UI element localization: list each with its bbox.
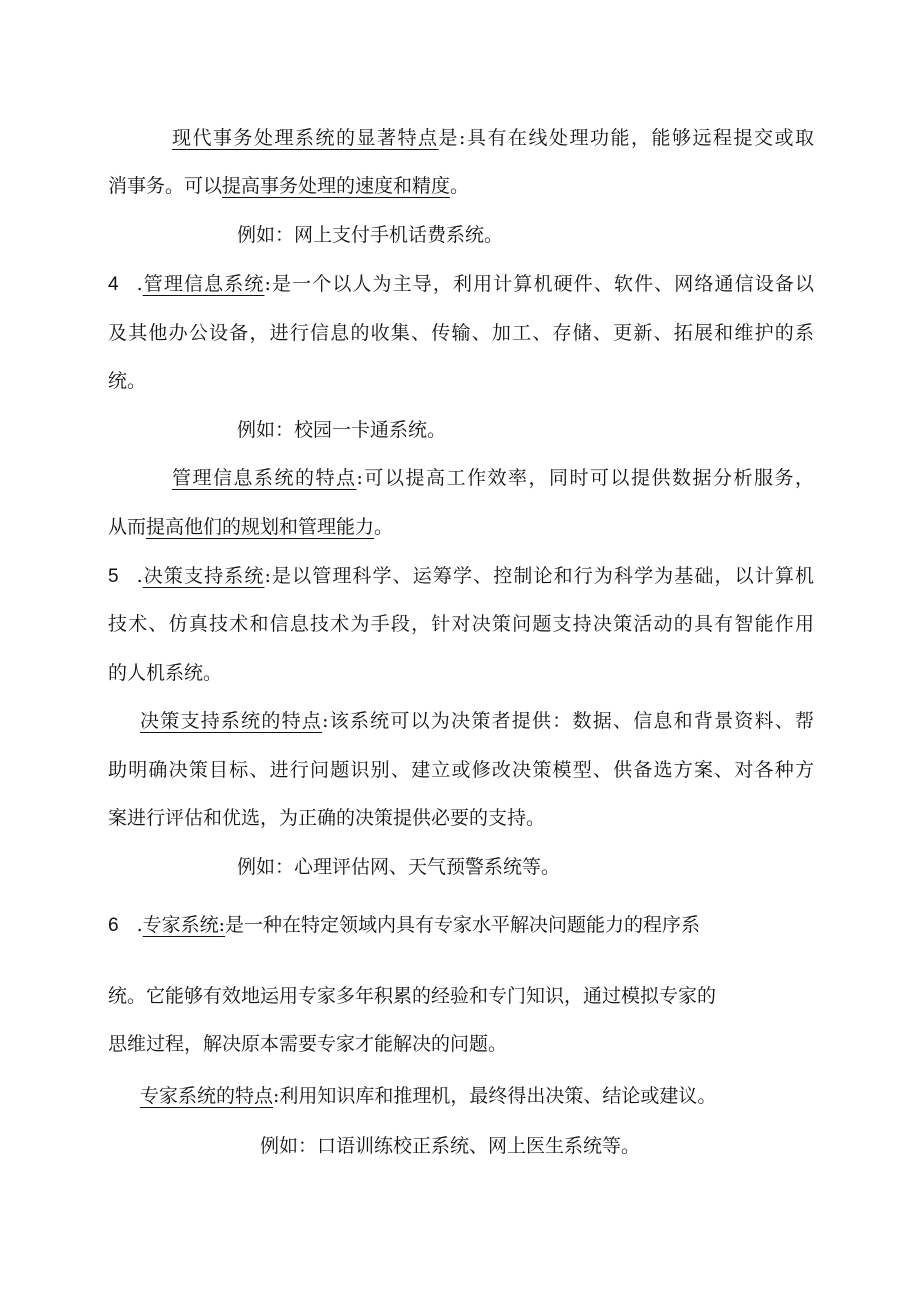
- list-dot: .: [136, 565, 143, 587]
- title-colon: :: [218, 914, 226, 936]
- paragraph-line: 统。: [108, 370, 147, 392]
- underlined-term: 专家系统的特点: [140, 1085, 274, 1107]
- paragraph-line: [172, 464, 814, 492]
- underlined-term: 决策支持系统的特点: [140, 710, 323, 732]
- list-number: 5: [108, 566, 119, 587]
- example-line: 例如：校园一卡通系统。: [237, 419, 447, 441]
- example-line: 例如：口语训练校正系统、网上医生系统等。: [260, 1135, 641, 1157]
- list-dot: .: [136, 273, 143, 295]
- paragraph-line: [140, 707, 814, 735]
- paragraph-line: 统。它能够有效地运用专家多年积累的经验和专门知识，通过模拟专家的: [108, 985, 717, 1007]
- text-span: 消事务。可以: [108, 175, 223, 197]
- paragraph-line: 的人机系统。: [108, 662, 223, 684]
- paragraph-line: [172, 124, 814, 152]
- text-span: 从而: [108, 516, 147, 538]
- underlined-term: 提高事务处理的速度和精度: [222, 175, 451, 197]
- list-dot: .: [136, 914, 143, 936]
- list-number: 4: [108, 274, 119, 295]
- paragraph-line: [140, 1082, 814, 1110]
- paragraph-line: 思维过程，解决原本需要专家才能解决的问题。: [108, 1033, 508, 1055]
- section-title: 决策支持系统: [142, 565, 265, 587]
- paragraph-line: 技术、仿真技术和信息技术为手段，针对决策问题支持决策活动的具有智能作用: [108, 613, 814, 635]
- section-title: 管理信息系统: [142, 273, 265, 295]
- text-span: :是以管理科学、运筹学、控制论和行为科学为基础，以计算机: [264, 565, 814, 587]
- paragraph-line: 案进行评估和优选，为正确的决策提供必要的支持。: [108, 807, 546, 829]
- underlined-term: 提高他们的规划和管理能力: [146, 516, 375, 538]
- underlined-term: 现代事务处理系统的显著特点: [172, 127, 439, 149]
- text-span: 。: [450, 175, 470, 197]
- paragraph-line: 助明确决策目标、进行问题识别、建立或修改决策模型、供备选方案、对各种方: [108, 759, 814, 781]
- paragraph-line: [108, 172, 814, 200]
- paragraph-line: [108, 270, 814, 298]
- example-line: 例如：网上支付手机话费系统。: [237, 224, 504, 246]
- text-span: 是:具有在线处理功能，能够远程提交或取: [438, 127, 814, 149]
- text-span: :利用知识库和推理机，最终得出决策、结论或建议。: [273, 1085, 717, 1107]
- text-span: :可以提高工作效率，同时可以提供数据分析服务，: [356, 467, 814, 489]
- text-span: 。: [374, 516, 394, 538]
- paragraph-line: [108, 513, 814, 541]
- section-title-text: 专家系统: [142, 914, 219, 936]
- text-span: 是一种在特定领域内具有专家水平解决问题能力的程序系: [225, 914, 701, 936]
- underlined-term: 管理信息系统的特点: [172, 467, 357, 489]
- paragraph-line: [108, 562, 814, 590]
- list-number: 6: [108, 915, 119, 936]
- paragraph-line: 及其他办公设备，进行信息的收集、传输、加工、存储、更新、拓展和维护的系: [108, 322, 814, 344]
- text-span: :该系统可以为决策者提供：数据、信息和背景资料、帮: [322, 710, 814, 732]
- paragraph-line: [108, 911, 748, 939]
- section-title: [143, 914, 225, 936]
- text-span: :是一个以人为主导，利用计算机硬件、软件、网络通信设备以: [264, 273, 814, 295]
- example-line: 例如：心理评估网、天气预警系统等。: [237, 856, 561, 878]
